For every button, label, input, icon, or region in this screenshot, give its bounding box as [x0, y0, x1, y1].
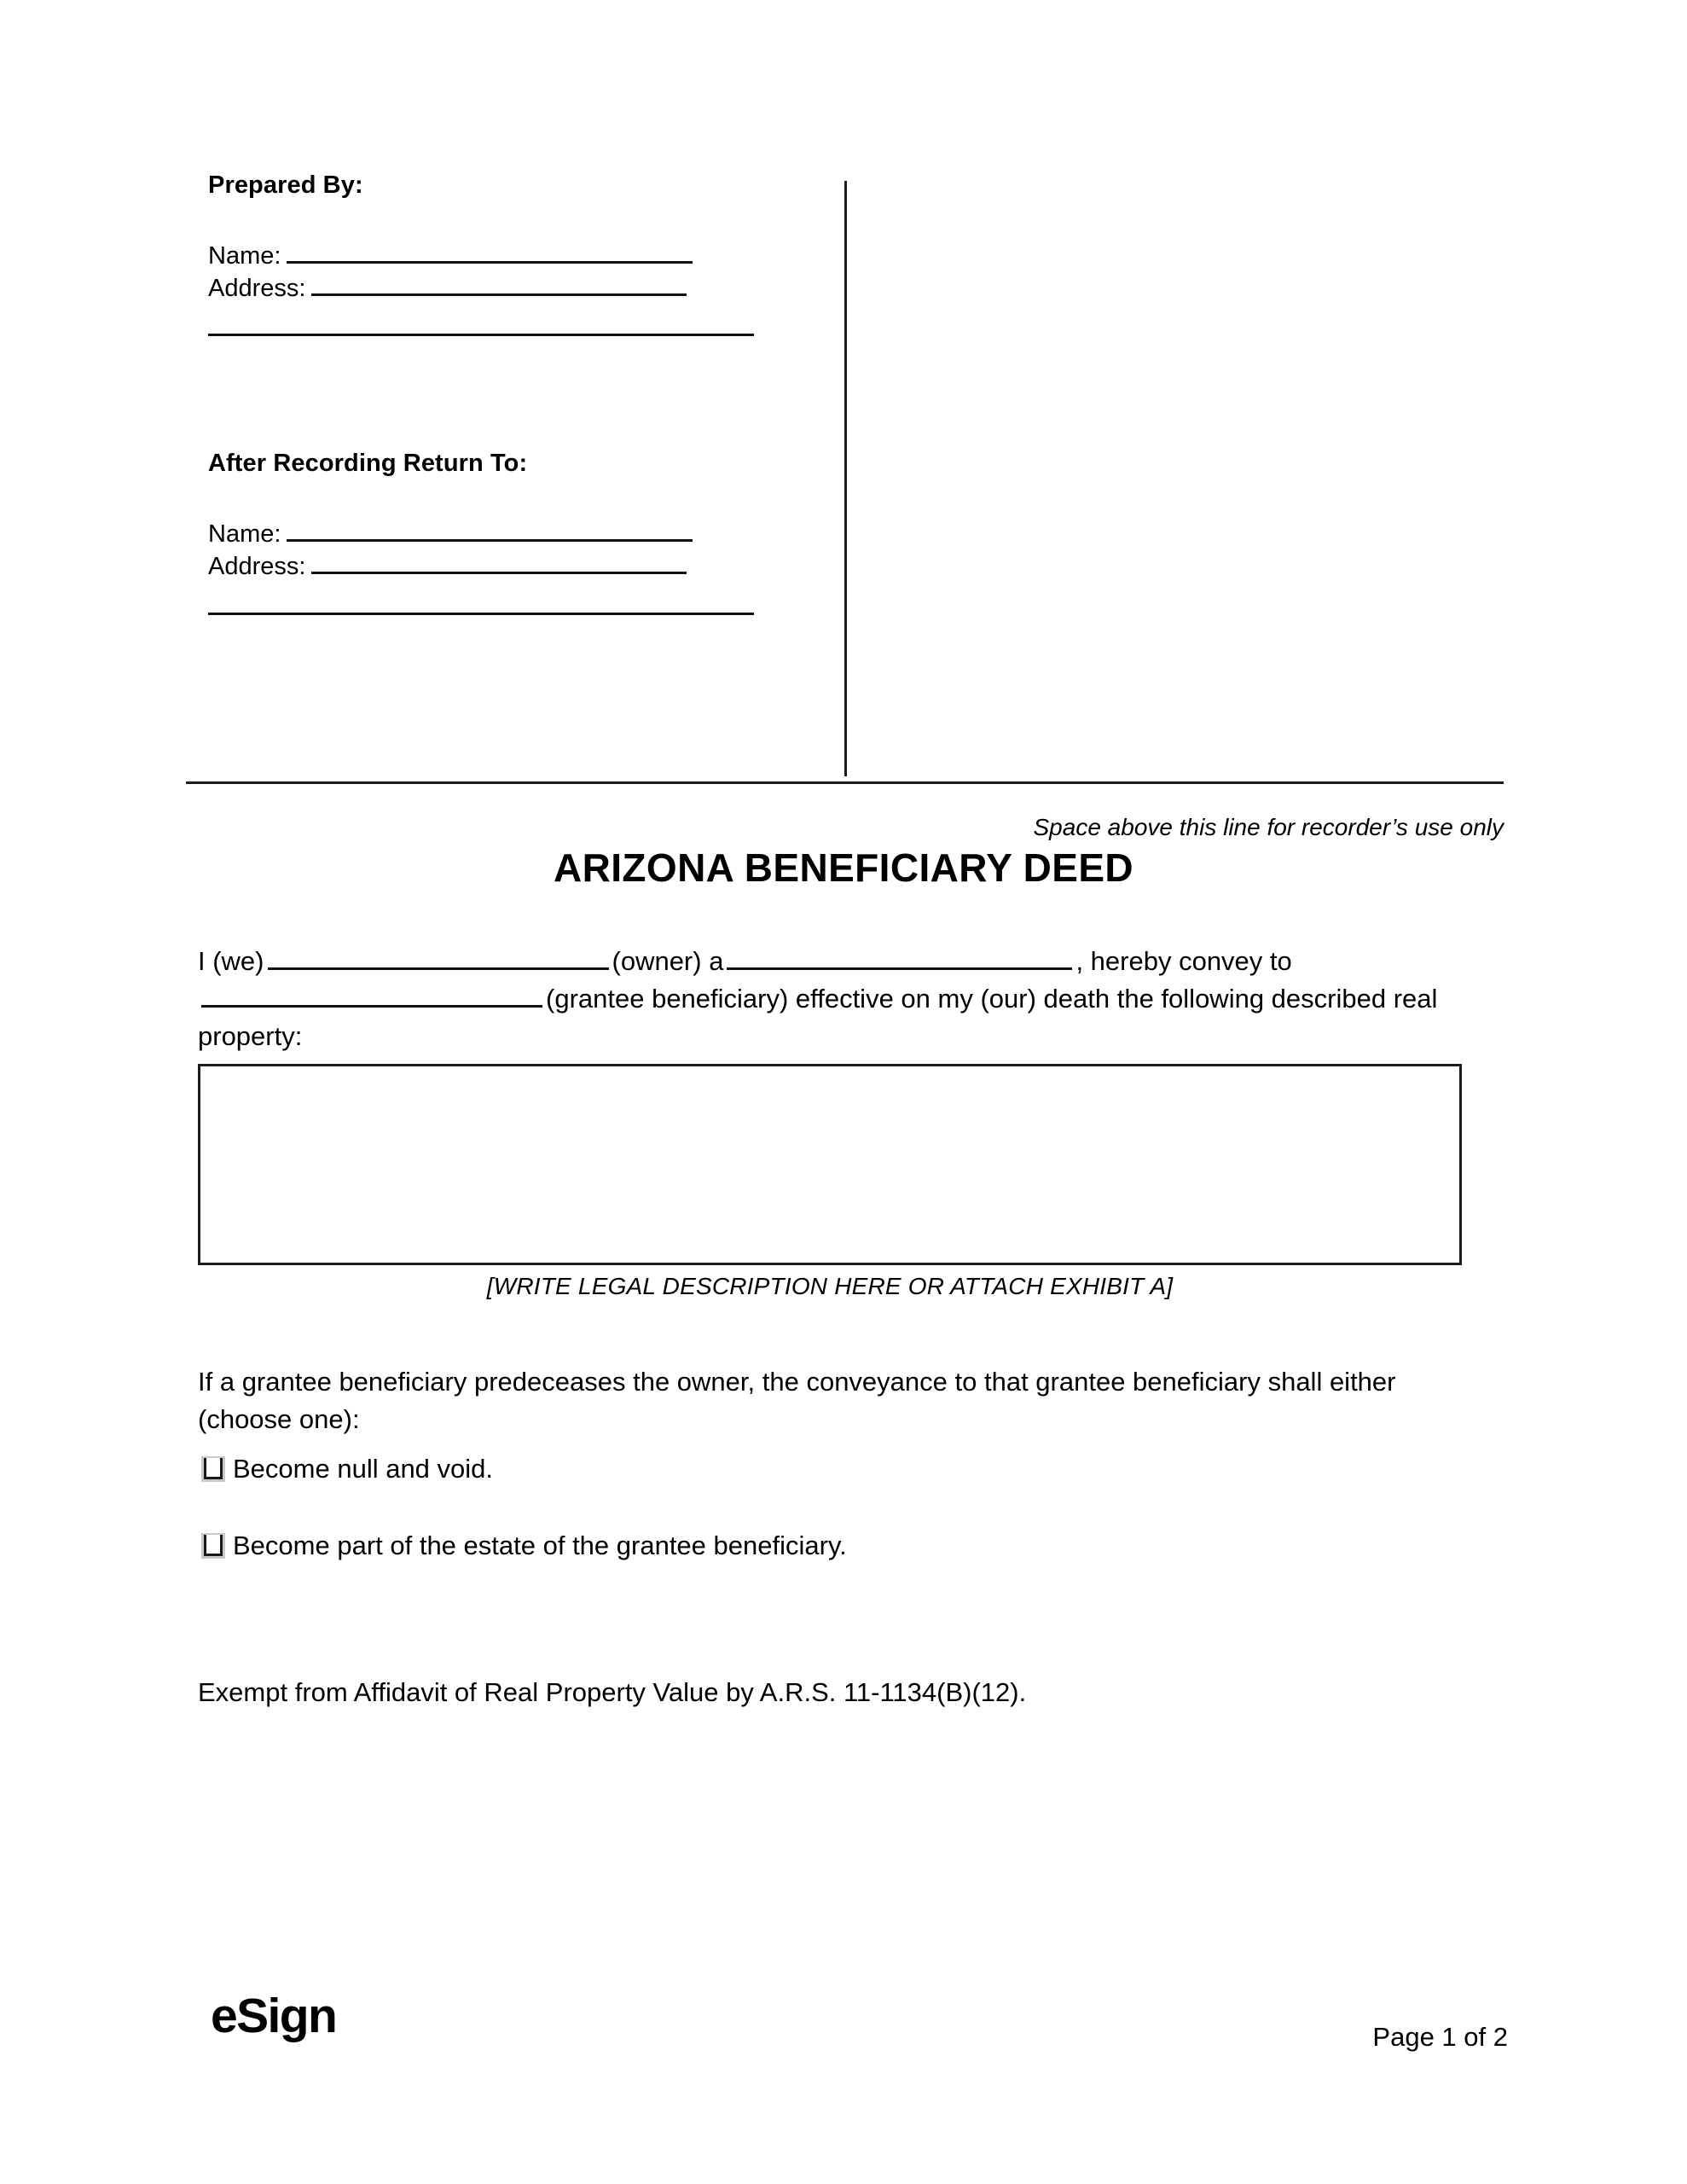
intro-text-3: , hereby — [1075, 946, 1172, 976]
option-null-and-void[interactable] — [201, 1452, 1464, 1486]
recorder-vertical-divider — [844, 181, 847, 776]
option-part-of-estate-label: Become part of the estate of the grantee beneficiary. — [233, 1531, 847, 1560]
recorder-use-caption: Space above this line for recorder’s use only — [1033, 814, 1504, 840]
prepared-by-name-row — [208, 240, 822, 272]
intro-text-6: following described real property: — [198, 984, 1438, 1052]
prepared-by-fields — [208, 240, 822, 337]
prepared-by-group — [208, 171, 822, 336]
after-recording-name-row — [208, 518, 822, 550]
recorder-block-spacer — [208, 336, 822, 449]
after-recording-address-row — [208, 550, 822, 583]
owner-name-input[interactable] — [268, 947, 609, 970]
predecease-paragraph: If a grantee beneficiary predeceases the owner, the conveyance to that grantee beneficiary shall either (choose one): — [198, 1367, 1396, 1435]
after-recording-fields — [208, 518, 822, 615]
page-title: ARIZONA BENEFICIARY DEED — [553, 845, 1134, 890]
prepared-by-name-label: Name: — [208, 241, 281, 270]
intro-text-4: convey to — [1179, 946, 1292, 976]
legal-description-textarea[interactable] — [198, 1064, 1462, 1265]
conveyance-paragraph — [198, 943, 1473, 1055]
intro-text-1: I (we) — [198, 946, 264, 976]
recorder-bottom-rule — [186, 781, 1504, 784]
after-recording-heading: After Recording Return To: — [208, 450, 528, 478]
prepared-by-heading: Prepared By: — [208, 171, 363, 199]
prepared-by-address-input[interactable] — [311, 274, 687, 296]
intro-text-2: (owner) a — [612, 946, 724, 976]
exemption-statement: Exempt from Affidavit of Real Property Value by A.R.S. 11-1134(B)(12). — [198, 1677, 1027, 1707]
esign-logo: eSign — [211, 1989, 337, 2043]
page-number: Page 1 of 2 — [1372, 2022, 1508, 2052]
prepared-by-address-row — [208, 272, 822, 305]
checkbox-icon[interactable] — [201, 1456, 225, 1482]
grantee-beneficiary-input[interactable] — [201, 985, 542, 1008]
after-recording-name-input[interactable] — [287, 520, 693, 542]
after-recording-address-input[interactable] — [311, 552, 687, 574]
option-part-of-estate[interactable] — [201, 1529, 1464, 1563]
prepared-by-name-input[interactable] — [287, 241, 693, 264]
after-recording-address-label: Address: — [208, 553, 306, 581]
legal-description-caption: [WRITE LEGAL DESCRIPTION HERE OR ATTACH EXHIBIT A] — [486, 1273, 1174, 1299]
checkbox-icon[interactable] — [201, 1533, 225, 1559]
option-null-and-void-label: Become null and void. — [233, 1454, 494, 1484]
intro-text-5: (grantee beneficiary) effective on my (our) death the — [546, 984, 1154, 1014]
recorder-header-block — [186, 171, 1501, 776]
after-recording-name-label: Name: — [208, 520, 281, 549]
after-recording-address-line2-input[interactable] — [208, 613, 754, 615]
owner-capacity-input[interactable] — [727, 947, 1072, 970]
recorder-left-column — [208, 171, 822, 615]
after-recording-group — [208, 449, 822, 614]
prepared-by-address-label: Address: — [208, 275, 306, 303]
